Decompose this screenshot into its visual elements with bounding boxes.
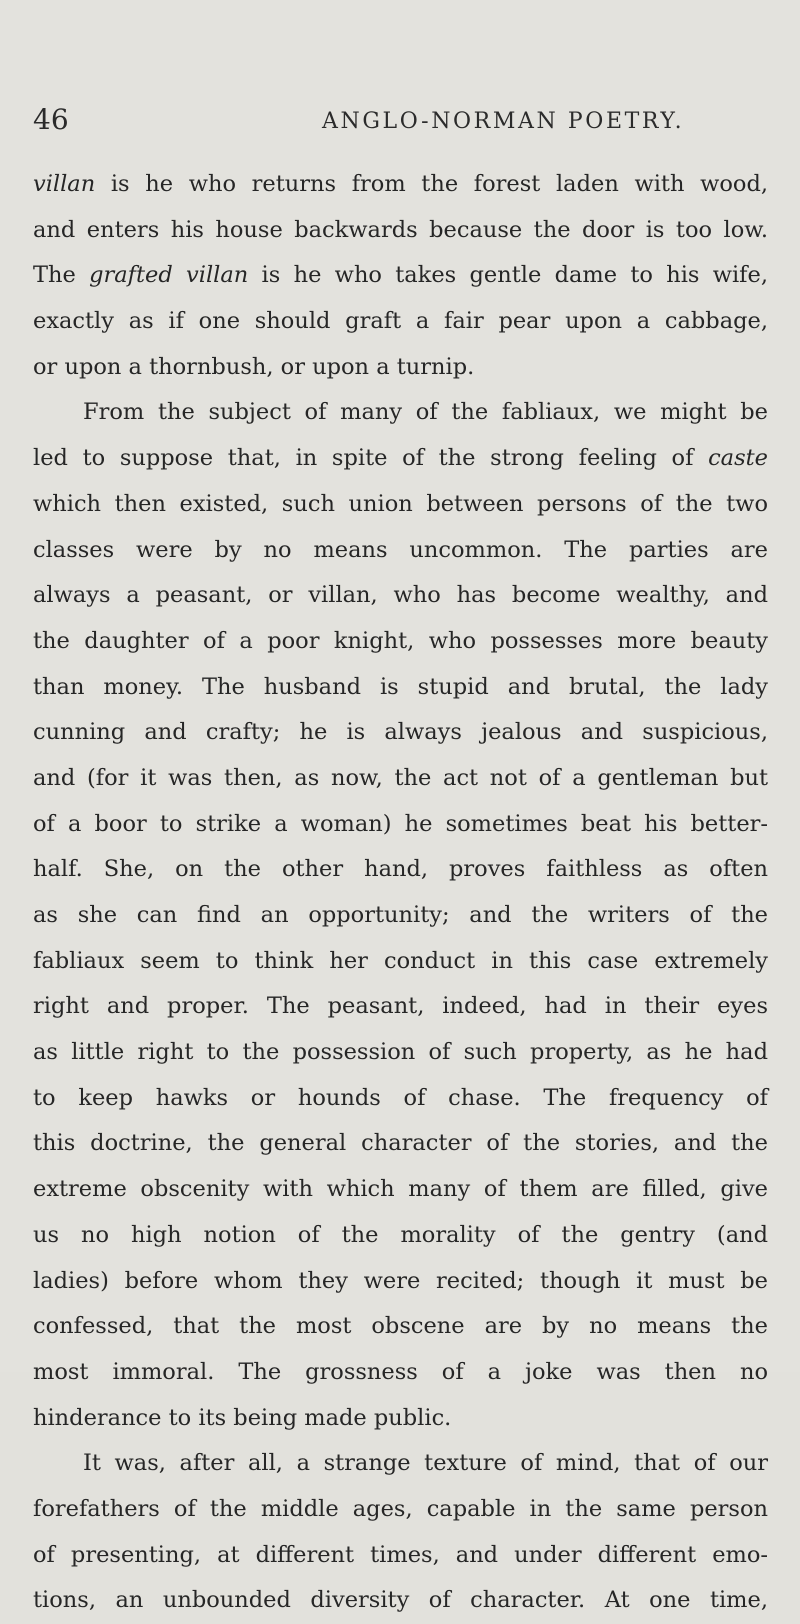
text-line — [33, 1578, 768, 1624]
text-segment: to keep hawks or hounds of chase. The frequency of — [33, 1084, 768, 1111]
text-segment: cunning and crafty; he is always jealous and suspicious, — [33, 719, 768, 746]
text-line — [33, 1167, 768, 1213]
text-line — [33, 939, 768, 985]
text-line — [33, 208, 768, 254]
text-segment: hinderance to its being made public. — [33, 1404, 452, 1431]
italic-text: grafted villan — [89, 262, 249, 289]
text-line — [33, 162, 768, 208]
text-segment: and (for it was then, as now, the act not of a gentleman but — [33, 764, 768, 791]
text-segment: most immoral. The grossness of a joke was then no — [33, 1358, 768, 1385]
text-line — [33, 893, 768, 939]
text-segment: right and proper. The peasant, indeed, had in their eyes — [33, 993, 768, 1020]
text-segment: as she can find an opportunity; and the writers of the — [33, 902, 768, 928]
text-segment: the daughter of a poor knight, who possesses more beauty — [33, 627, 768, 654]
text-segment: fabliaux seem to think her conduct in this case extremely — [33, 947, 768, 974]
italic-text: villan — [33, 171, 96, 197]
text-segment: It was, after all, a strange texture of mind, that of our — [83, 1450, 768, 1477]
running-title: ANGLO-NORMAN POETRY. — [322, 109, 685, 134]
text-line — [33, 1076, 768, 1122]
text-line — [33, 482, 768, 528]
text-line — [33, 619, 768, 665]
text-segment: of presenting, at different times, and under different emo- — [33, 1541, 768, 1568]
italic-text: caste — [708, 445, 768, 472]
text-line — [33, 1304, 768, 1350]
text-segment: is he who returns from the forest laden with wood, — [95, 171, 768, 197]
text-segment: always a peasant, or villan, who has become wealthy, and — [33, 582, 768, 609]
text-segment: as little right to the possession of such property, as he had — [33, 1039, 768, 1066]
text-segment: is he who takes gentle dame to his wife, — [248, 262, 768, 289]
text-line — [33, 253, 768, 299]
text-line — [33, 1259, 768, 1305]
text-line — [33, 710, 768, 756]
text-line — [33, 1030, 768, 1076]
text-segment: From the subject of many of the fabliaux, we might be — [83, 399, 768, 426]
text-segment: this doctrine, the general character of the stories, and the — [33, 1130, 768, 1157]
text-segment: The — [33, 262, 90, 289]
text-line — [33, 847, 768, 893]
text-segment: than money. The husband is stupid and brutal, the lady — [33, 673, 768, 700]
text-segment: or upon a thornbush, or upon a turnip. — [33, 353, 475, 380]
text-segment: led to suppose that, in spite of the strong feeling of — [33, 445, 709, 472]
text-line — [33, 802, 768, 848]
text-line — [33, 573, 768, 619]
text-line — [33, 390, 768, 436]
text-line — [33, 1121, 768, 1167]
text-line — [33, 345, 768, 391]
text-line — [33, 1441, 768, 1487]
text-line — [33, 528, 768, 574]
body-text — [33, 162, 768, 1624]
text-segment: forefathers of the middle ages, capable in the same person — [33, 1495, 768, 1522]
text-line — [33, 1487, 768, 1533]
text-line — [33, 984, 768, 1030]
text-line — [33, 436, 768, 482]
text-segment: ladies) before whom they were recited; though it must be — [33, 1267, 768, 1294]
text-segment: which then existed, such union between persons of the two — [33, 490, 768, 517]
text-segment: exactly as if one should graft a fair pear upon a cabbage, — [33, 308, 768, 335]
text-line — [33, 1533, 768, 1579]
page-number: 46 — [33, 103, 69, 136]
running-head — [0, 100, 800, 148]
text-line — [33, 1213, 768, 1259]
text-segment: tions, an unbounded diversity of character. At one time, — [33, 1587, 768, 1614]
text-segment: of a boor to strike a woman) he sometimes beat his better- — [33, 810, 768, 837]
text-line — [33, 665, 768, 711]
text-line — [33, 299, 768, 345]
text-segment: extreme obscenity with which many of them are filled, give — [33, 1176, 768, 1203]
text-segment: us no high notion of the morality of the gentry (and — [33, 1221, 768, 1248]
text-segment: and enters his house backwards because the door is too low. — [33, 216, 768, 243]
text-line — [33, 1396, 768, 1442]
text-segment: half. She, on the other hand, proves faithless as often — [33, 856, 768, 883]
text-line — [33, 756, 768, 802]
text-segment: classes were by no means uncommon. The parties are — [33, 536, 768, 563]
text-segment: confessed, that the most obscene are by no means the — [33, 1313, 768, 1340]
text-line — [33, 1350, 768, 1396]
